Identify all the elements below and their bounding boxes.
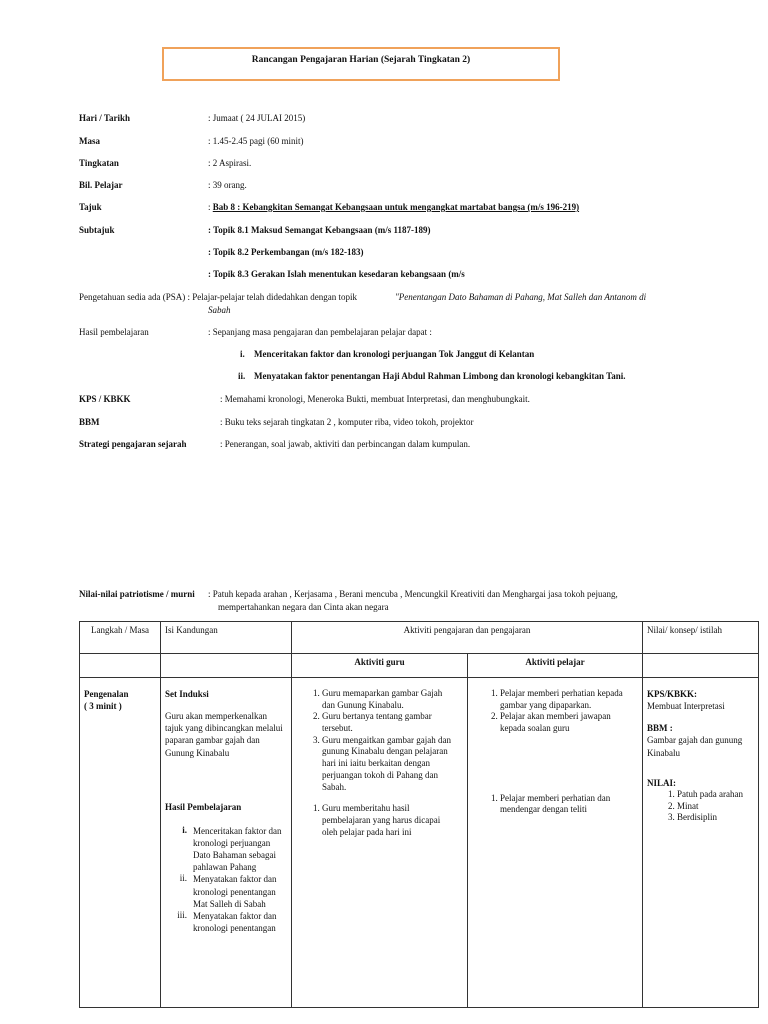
hasil-label: Hasil pembelajaran [79, 327, 149, 337]
guru-cell [292, 678, 468, 1008]
hasil-1-num: i. [240, 349, 245, 359]
hasil-num: ii. [179, 873, 187, 884]
hasil-1: Menceritakan faktor dan kronologi perjuangan Tok Janggut di Kelantan [254, 349, 535, 359]
hari-label: Hari / Tarikh [79, 113, 131, 123]
nilai-item: 3. Berdisiplin [677, 812, 754, 824]
nilai-title: NILAI: [647, 777, 677, 788]
document-title: Rancangan Pengajaran Harian (Sejarah Tingkatan 2) [251, 55, 471, 65]
strategi-label: Strategi pengajaran sejarah [79, 439, 187, 449]
tingkatan-label: Tingkatan [79, 158, 119, 168]
psa-italic: "Penentangan Dato Bahaman di Pahang, Mat Salleh dan Antanom di [395, 292, 647, 302]
header-aktiviti: Aktiviti pengajaran dan pengajaran [292, 622, 643, 654]
guru-list [306, 688, 453, 793]
tajuk-label: Tajuk [79, 202, 102, 212]
guru-list-2 [306, 803, 453, 838]
bbm-label: BBM [79, 417, 100, 427]
hasil-2-num: ii. [238, 371, 246, 381]
hasil-text: Menyatakan faktor dan kronologi penentangan Mat Salleh di Sabah [193, 874, 277, 909]
header-empty-3 [643, 654, 759, 678]
guru-item: 1. Guru memberitahu hasil pembelajaran yang harus dicapai oleh pelajar pada hari ini [322, 803, 453, 838]
kps-text: Membuat Interpretasi [647, 701, 725, 712]
hasil-2: Menyatakan faktor penentangan Haji Abdul Rahman Limbong dan kronologi kebangkitan Tani. [254, 371, 626, 381]
guru-item: 1. Guru memaparkan gambar Gajah dan Gunung Kinabalu. [322, 688, 453, 711]
hasil-value: : Sepanjang masa pengajaran dan pembelajaran pelajar dapat : [208, 327, 432, 337]
hasil-num: iii. [177, 909, 187, 920]
subtajuk-label: Subtajuk [79, 225, 115, 235]
kps-title: KPS/KBKK: [647, 689, 698, 699]
kps-value: : Memahami kronologi, Meneroka Bukti, membuat Interpretasi, dan menghubungkait. [220, 394, 530, 404]
nilai-item: 1. Patuh pada arahan [677, 789, 754, 801]
header-nilai: Nilai/ konsep/ istilah [643, 622, 759, 654]
isi-cell [161, 678, 292, 1008]
lesson-table [79, 621, 759, 1008]
nilai-cell [643, 678, 759, 1008]
nilai-value: : Patuh kepada arahan , Kerjasama , Berani mencuba , Mencungkil Kreativiti dan Menghargai jasa tokoh pejuang, [208, 589, 618, 599]
subtajuk-1: : Topik 8.1 Maksud Semangat Kebangsaan (m/s 1187-189) [208, 225, 431, 235]
langkah-label: Pengenalan [84, 689, 129, 699]
masa-label: ( 3 minit ) [84, 701, 122, 712]
nilai-label: Nilai-nilai patriotisme / murni [79, 589, 195, 599]
hasil-item [165, 825, 287, 874]
hari-value: : Jumaat ( 24 JULAI 2015) [208, 113, 306, 123]
kps-label: KPS / KBKK [79, 394, 131, 404]
pelajar-list [484, 688, 628, 735]
nilai-list [647, 789, 754, 824]
pelajar-list-2 [484, 793, 628, 816]
tajuk-value: : Bab 8 : Kebangkitan Semangat Kebangsaan untuk mengangkat martabat bangsa (m/s 196-219) [208, 202, 580, 212]
masa-value: : 1.45-2.45 pagi (60 minit) [208, 136, 304, 146]
nilai-value-2: mempertahankan negara dan Cinta akan negara [218, 602, 389, 612]
hasil-text: Menyatakan faktor dan kronologi penentangan [193, 910, 277, 933]
guru-item: 2. Guru bertanya tentang gambar tersebut. [322, 711, 453, 734]
tingkatan-value: : 2 Aspirasi. [208, 158, 252, 168]
header-empty-1 [80, 654, 161, 678]
langkah-cell [80, 678, 161, 1008]
psa-label: Pengetahuan sedia ada (PSA) : Pelajar-pelajar telah didedahkan dengan topik [79, 292, 357, 302]
bbm-value: : Buku teks sejarah tingkatan 2 , komputer riba, video tokoh, projektor [220, 417, 474, 427]
pelajar-item: 2. Pelajar akan memberi jawapan kepada soalan guru [500, 711, 628, 734]
header-guru: Aktiviti guru [292, 654, 468, 678]
bil-value: : 39 orang. [208, 180, 247, 190]
bil-label: Bil. Pelajar [79, 180, 123, 190]
hasil-num: i. [182, 824, 187, 835]
pelajar-cell [468, 678, 643, 1008]
pelajar-item: 1. Pelajar memberi perhatian kepada gambar yang dipaparkan. [500, 688, 628, 711]
bbm-title: BBM : [647, 723, 673, 734]
pelajar-item: 1. Pelajar memberi perhatian dan mendengar dengan teliti [500, 793, 628, 816]
psa-italic-2: Sabah [208, 305, 231, 315]
set-induksi-title: Set Induksi [165, 689, 209, 699]
bbm-text: Gambar gajah dan gunung Kinabalu [647, 735, 743, 758]
header-langkah: Langkah / Masa [80, 622, 161, 654]
hasil-pembelajaran-title: Hasil Pembelajaran [165, 801, 242, 812]
hasil-text: Menceritakan faktor dan kronologi perjuangan Dato Bahaman sebagai pahlawan Pahang [193, 825, 282, 873]
subtajuk-2: : Topik 8.2 Perkembangan (m/s 182-183) [208, 247, 364, 257]
header-isi: Isi Kandungan [161, 622, 292, 654]
subtajuk-3: : Topik 8.3 Gerakan Islah menentukan kesedaran kebangsaan (m/s [208, 269, 465, 279]
hasil-item [165, 873, 287, 909]
guru-item: 3. Guru mengaitkan gambar gajah dan gunung Kinabalu dengan pelajaran hari ini iaitu berkaitan dengan perjuangan tokoh di Pahang dan Sabah. [322, 735, 453, 793]
strategi-value: : Penerangan, soal jawab, aktiviti dan perbincangan dalam kumpulan. [220, 439, 471, 449]
masa-label: Masa [79, 136, 100, 146]
header-pelajar: Aktiviti pelajar [468, 654, 643, 678]
hasil-item [165, 910, 287, 934]
set-induksi-text: Guru akan memperkenalkan tajuk yang dibincangkan melalui paparan gambar gajah dan Gunung Kinabalu [165, 711, 283, 758]
header-empty-2 [161, 654, 292, 678]
nilai-item: 2. Minat [677, 801, 754, 813]
hasil-list [165, 825, 287, 934]
